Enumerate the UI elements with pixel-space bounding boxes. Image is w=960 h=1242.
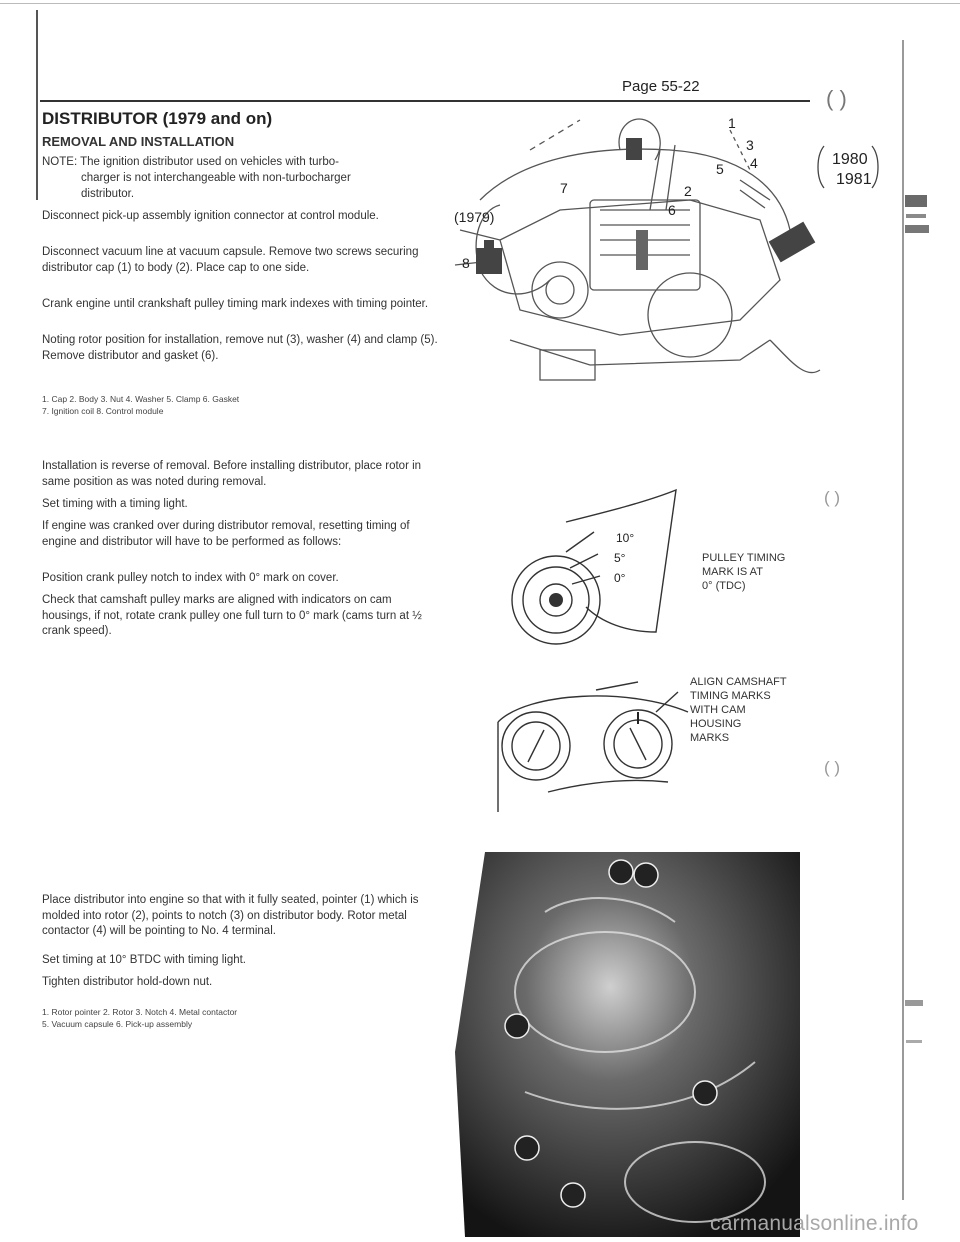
camshaft-label-line-1: ALIGN CAMSHAFT (690, 676, 787, 688)
pulley-label-line-2: MARK IS AT (702, 566, 763, 578)
pulley-timing-diagram (506, 482, 706, 652)
removal-step-2: Disconnect vacuum line at vacuum capsule. Remove two screws securing distributor cap (1) to body (2). Place cap to one side. (42, 246, 419, 274)
installation-step-1: Installation is reverse of removal. Before installing distributor, place rotor in same position as was noted during removal. (42, 460, 422, 488)
figure1-callout-8: 8 (462, 255, 470, 271)
photo-callout-4: 4 (641, 867, 651, 884)
hole-mark-1: ( ) (824, 488, 841, 507)
figure1-callout-6: 6 (668, 202, 676, 218)
pulley-mark-5: 5° (614, 551, 626, 565)
camshaft-label-line-5: MARKS (690, 732, 730, 744)
photo-callout-2: 2 (616, 864, 626, 881)
final-step-2: Set timing at 10° BTDC with timing light. (42, 954, 247, 966)
figure4-legend-line-2: 5. Vacuum capsule 6. Pick-up assembly (42, 1019, 193, 1029)
right-edge-mark: ( ) (826, 86, 847, 111)
scan-artifact-1 (905, 195, 927, 207)
figure1-callout-5: 5 (716, 161, 724, 177)
right-scan-edge (902, 40, 904, 1200)
figure1-year-left: (1979) (454, 209, 495, 225)
removal-step-1: Disconnect pick-up assembly ignition connector at control module. (42, 210, 379, 222)
figure4-legend-line-1: 1. Rotor pointer 2. Rotor 3. Notch 4. Metal contactor (42, 1007, 238, 1017)
figure1-callout-7: 7 (560, 180, 568, 196)
removal-step-3: Crank engine until crankshaft pulley timing mark indexes with timing pointer. (42, 298, 429, 310)
camshaft-label-line-4: HOUSING (690, 718, 742, 730)
photo-callout-6: 6 (700, 1085, 710, 1102)
figure1-legend-line-2: 7. Ignition coil 8. Control module (42, 406, 164, 416)
installation-step-5: Check that camshaft pulley marks are aligned with indicators on cam housings, if not, rotate crank pulley one full turn to 0° mark (cams turn at ½ crank speed). (42, 594, 422, 637)
engine-distributor-illustration (440, 90, 900, 390)
pulley-mark-0: 0° (614, 571, 626, 585)
left-margin-bar (36, 10, 38, 200)
camshaft-label-line-2: TIMING MARKS (690, 690, 771, 702)
photo-callout-3: 3 (522, 1140, 532, 1157)
figure1-callout-3: 3 (746, 137, 754, 153)
final-step-3: Tighten distributor hold-down nut. (42, 976, 213, 988)
camshaft-label-line-3: WITH CAM (690, 704, 746, 716)
section-title: DISTRIBUTOR (1979 and on) (42, 109, 273, 128)
final-step-1: Place distributor into engine so that with it fully seated, pointer (1) which is molded into rotor (2), points to notch (3) on distributor body. Rotor metal contactor (4) will be pointing to No. 4 terminal. (42, 894, 419, 937)
scan-artifact-2 (906, 214, 926, 218)
installation-step-4: Position crank pulley notch to index with 0° mark on cover. (42, 572, 339, 584)
pulley-label-line-1: PULLEY TIMING (702, 552, 786, 564)
watermark-text: carmanualsonline.info (710, 1212, 919, 1235)
installation-step-3: If engine was cranked over during distributor removal, resetting timing of engine and distributor will have to be performed as follows: (42, 520, 410, 548)
scan-artifact-4 (905, 1000, 923, 1006)
note-line-3: distributor. (81, 188, 135, 200)
figure1-legend-line-1: 1. Cap 2. Body 3. Nut 4. Washer 5. Clamp 6. Gasket (42, 394, 240, 404)
removal-step-4: Noting rotor position for installation, remove nut (3), washer (4) and clamp (5). Remove distributor and gasket (6). (42, 334, 438, 362)
figure1-callout-4: 4 (750, 155, 758, 171)
figure1-callout-1: 1 (728, 115, 736, 131)
hole-mark-2: ( ) (824, 758, 841, 777)
pulley-mark-10: 10° (616, 531, 635, 545)
installation-step-2: Set timing with a timing light. (42, 498, 188, 510)
scan-artifact-5 (906, 1040, 922, 1043)
note-line-2: charger is not interchangeable with non-turbocharger (81, 172, 351, 184)
page-number: Page 55-22 (622, 78, 700, 95)
pulley-label-line-3: 0° (TDC) (702, 580, 746, 592)
figure1-callout-2: 2 (684, 183, 692, 199)
distributor-photo (455, 852, 800, 1237)
photo-callout-5: 5 (568, 1187, 578, 1204)
scan-artifact-3 (905, 225, 929, 233)
note-line-1: NOTE: The ignition distributor used on vehicles with turbo- (42, 156, 340, 168)
top-edge-line (0, 3, 960, 4)
camshaft-pulleys-diagram (488, 682, 708, 832)
section-subtitle: REMOVAL AND INSTALLATION (42, 134, 235, 149)
figure1-year-right-2: 1981 (836, 171, 872, 188)
photo-callout-1: 1 (512, 1018, 522, 1035)
figure1-year-right-1: 1980 (832, 151, 868, 168)
